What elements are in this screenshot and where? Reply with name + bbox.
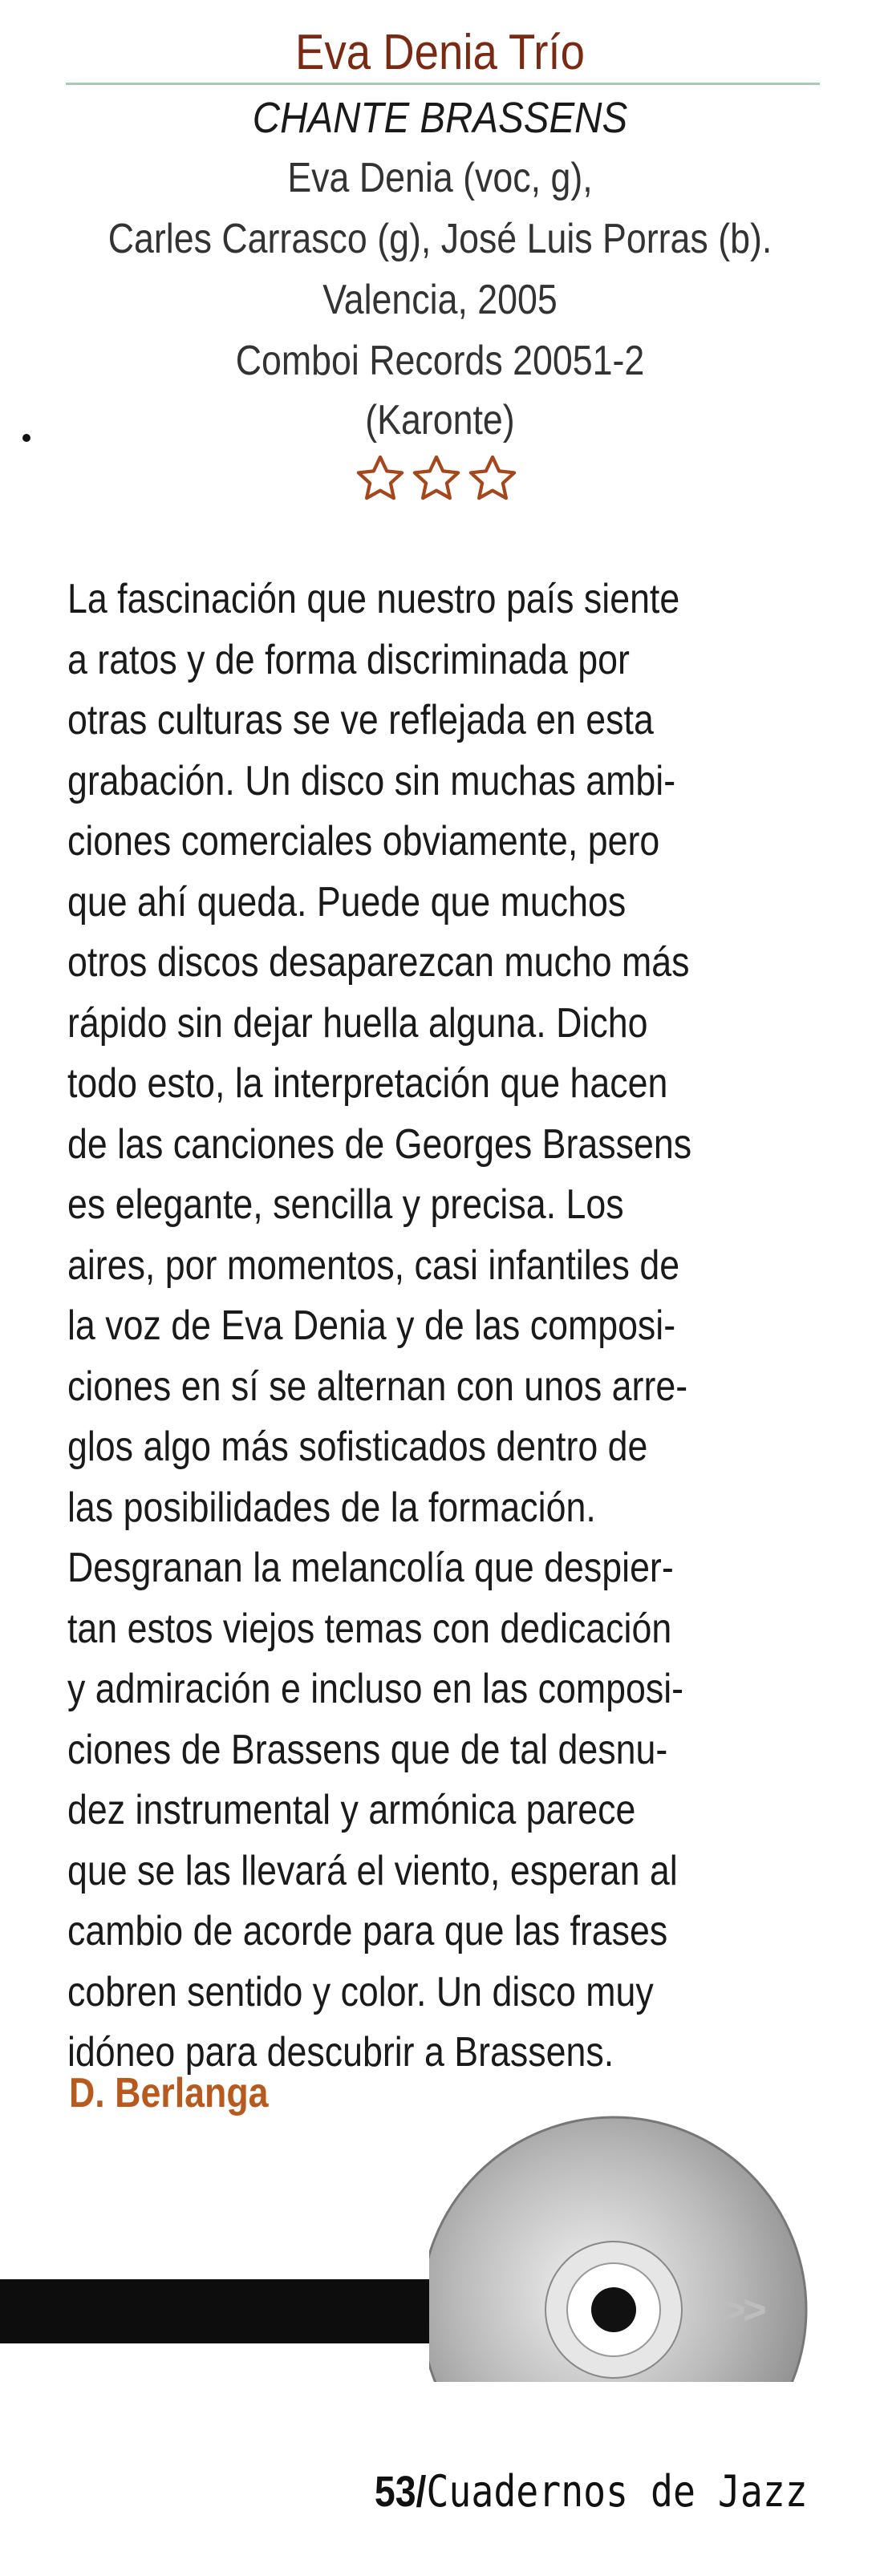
review-line: aires, por momentos, casi infantiles de: [67, 1241, 680, 1289]
review-line: idóneo para descubrir a Brassens.: [67, 2029, 614, 2076]
review-line: que se las llevará el viento, esperan al: [67, 1847, 678, 1894]
review-line: las posibilidades de la formación.: [67, 1484, 596, 1531]
album-title: CHANTE BRASSENS: [252, 94, 628, 142]
review-line: ciones comerciales obviamente, pero: [67, 818, 660, 865]
credit-line: Eva Denia (voc, g),: [287, 155, 593, 201]
review-line: que ahí queda. Puede que muchos: [67, 878, 627, 925]
review-line: a ratos y de forma discriminada por: [67, 636, 630, 683]
review-line: grabación. Un disco sin muchas ambi-: [67, 757, 676, 804]
title-divider: [66, 83, 820, 85]
review-line: Desgranan la melancolía que despier-: [67, 1545, 674, 1591]
review-line: La fascinación que nuestro país siente: [67, 576, 680, 622]
star-outline-icon: [409, 454, 464, 500]
review-line: ciones de Brassens que de tal desnu-: [67, 1726, 668, 1773]
page-number: 53/: [375, 2468, 427, 2516]
review-line: y admiración e incluso en las composi-: [67, 1666, 684, 1712]
credit-line: (Karonte): [365, 397, 515, 444]
review-body: [67, 569, 837, 2084]
review-line: otros discos desaparezcan mucho más: [67, 939, 690, 986]
review-line: tan estos viejos temas con dedicación: [67, 1605, 672, 1652]
review-line: cobren sentido y color. Un disco muy: [67, 1968, 654, 2015]
star-outline-icon: [353, 454, 408, 500]
credit-line: Carles Carrasco (g), José Luis Porras (b).: [107, 216, 773, 262]
magazine-name: Cuadernos de Jazz: [426, 2466, 808, 2517]
review-line: dez instrumental y armónica parece: [67, 1787, 636, 1833]
review-line: otras culturas se ve reflejada en esta: [67, 697, 654, 743]
print-speck: [22, 434, 30, 442]
cd-disc-icon: [429, 2109, 830, 2382]
review-author: D. Berlanga: [69, 2070, 269, 2116]
next-arrows-icon: >>: [722, 2290, 764, 2336]
star-outline-icon: [465, 454, 520, 500]
review-line: glos algo más sofisticados dentro de: [67, 1424, 648, 1470]
review-line: es elegante, sencilla y precisa. Los: [67, 1181, 624, 1228]
review-line: todo esto, la interpretación que hacen: [67, 1060, 668, 1107]
review-line: de las canciones de Georges Brassens: [67, 1120, 692, 1168]
credit-line: Comboi Records 20051-2: [235, 338, 645, 384]
credit-line: Valencia, 2005: [322, 277, 558, 323]
review-line: cambio de acorde para que las frases: [67, 1908, 668, 1954]
review-line: la voz de Eva Denia y de las composi-: [67, 1302, 676, 1349]
page-footer: [375, 2466, 808, 2517]
artist-title: Eva Denia Trío: [295, 25, 585, 80]
rating-stars: [353, 454, 520, 500]
review-line: ciones en sí se alternan con unos arre-: [67, 1363, 688, 1410]
review-line: rápido sin dejar huella alguna. Dicho: [67, 999, 648, 1047]
